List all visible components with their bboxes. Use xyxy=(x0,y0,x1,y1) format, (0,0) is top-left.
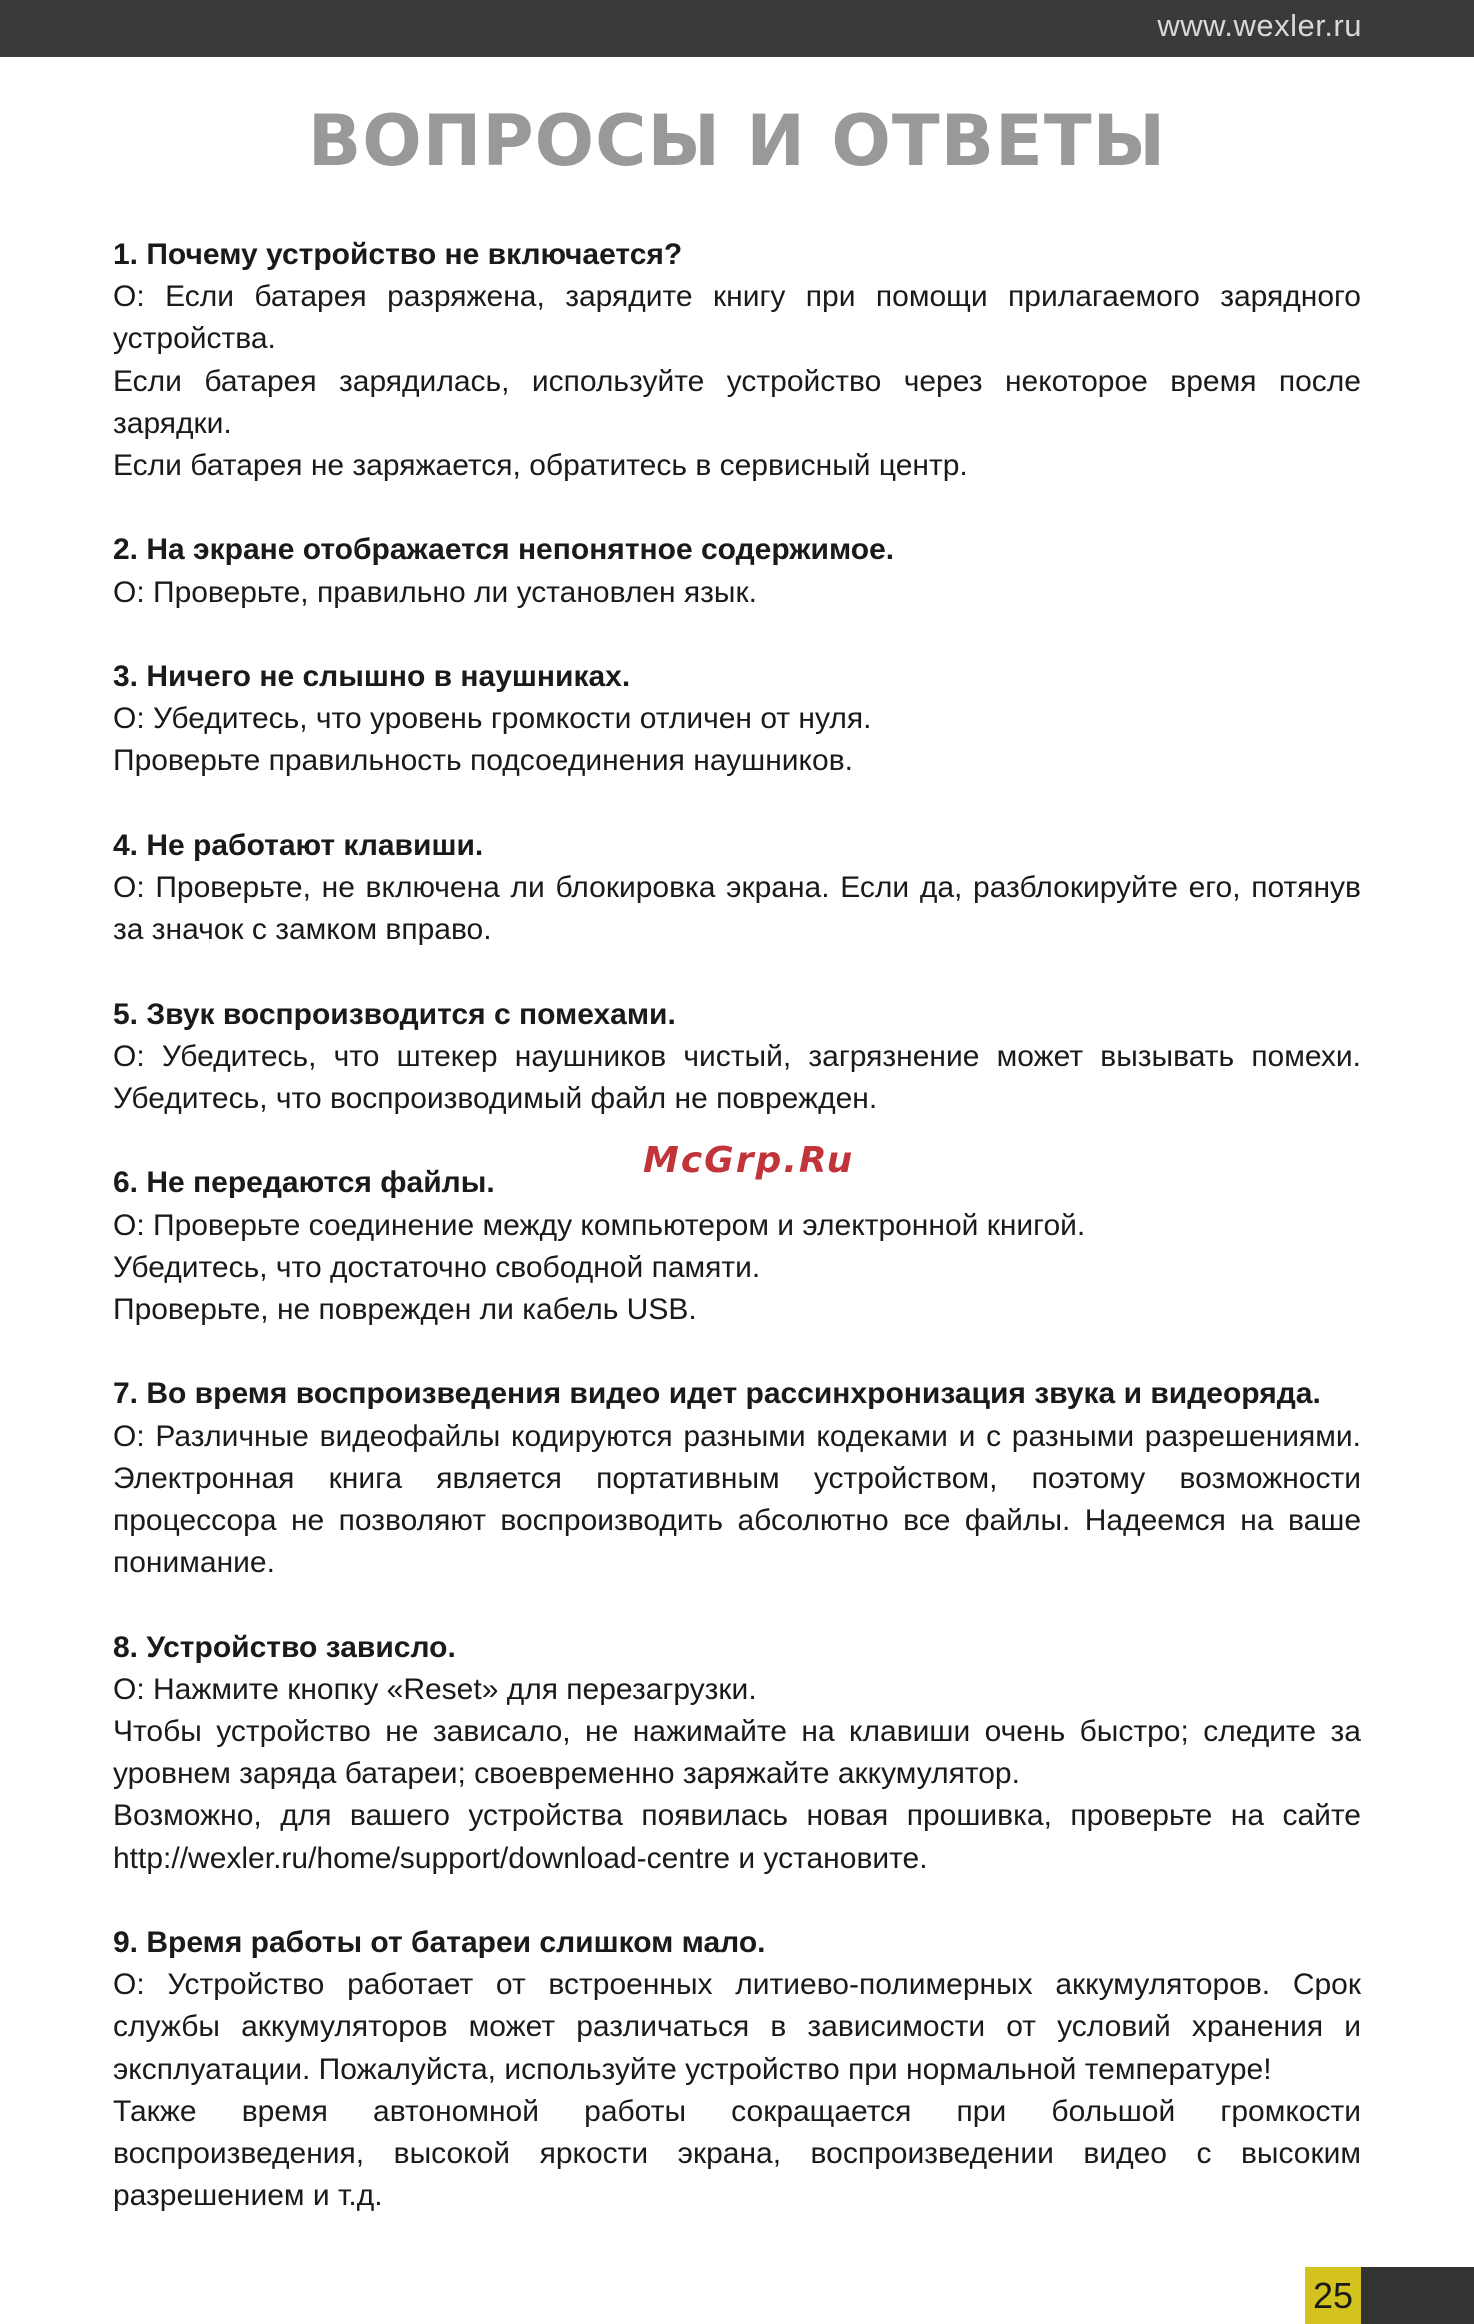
faq-item xyxy=(113,656,1361,783)
faq-answer: Чтобы устройство не зависало, не нажимайте на клавиши очень быстро; следите за уровнем заряда батареи; своевременно заряжайте аккумулятор. xyxy=(113,1715,1361,1791)
faq-answer: О: Убедитесь, что штекер наушников чистый, загрязнение может вызывать помехи. Убедитесь, что воспроизводимый файл не поврежден. xyxy=(113,1039,1361,1115)
faq-item xyxy=(113,1627,1361,1880)
faq-question: 3. Ничего не слышно в наушниках. xyxy=(113,660,631,693)
faq-list xyxy=(113,234,1361,2260)
faq-question: 1. Почему устройство не включается? xyxy=(113,238,683,271)
faq-question: 7. Во время воспроизведения видео идет рассинхронизация звука и видеоряда. xyxy=(113,1377,1321,1411)
faq-question: 4. Не работают клавиши. xyxy=(113,828,484,862)
faq-item xyxy=(113,1922,1361,2217)
faq-question: 6. Не передаются файлы. xyxy=(113,1166,495,1200)
faq-item xyxy=(113,825,1361,952)
faq-item xyxy=(113,234,1361,487)
page-number: 25 xyxy=(1305,2267,1361,2324)
page-title: ВОПРОСЫ И ОТВЕТЫ xyxy=(307,100,1167,182)
faq-item xyxy=(113,1373,1361,1584)
faq-answer: О: Проверьте соединение между компьютером и электронной книгой. xyxy=(113,1208,1086,1242)
faq-answer: Убедитесь, что достаточно свободной памяти. xyxy=(113,1250,761,1284)
faq-item xyxy=(113,529,1361,613)
faq-answer: О: Проверьте, правильно ли установлен язык. xyxy=(113,575,757,609)
faq-answer: О: Устройство работает от встроенных литиево-полимерных аккумуляторов. Срок службы аккумуляторов может различаться в зависимости от условий хранения и эксплуатации. Пожалуйста, используйте устройство при нормальной температуре! xyxy=(113,1968,1361,2086)
faq-answer: Проверьте правильность подсоединения наушников. xyxy=(113,744,853,778)
faq-answer: Если батарея не заряжается, обратитесь в сервисный центр. xyxy=(113,449,968,483)
faq-question: 5. Звук воспроизводится с помехами. xyxy=(113,997,676,1031)
header-bar xyxy=(0,0,1474,57)
faq-answer: О: Если батарея разряжена, зарядите книгу при помощи прилагаемого зарядного устройства. xyxy=(113,280,1361,356)
watermark: McGrp.Ru xyxy=(643,1140,855,1181)
faq-question: 2. На экране отображается непонятное содержимое. xyxy=(113,533,895,567)
faq-answer: О: Различные видеофайлы кодируются разными кодеками и с разными разрешениями. Электронная книга является портативным устройством, поэтому возможности процессора не позволяют воспроизводить абсолютно все файлы. Надеемся на ваше понимание. xyxy=(113,1419,1361,1580)
faq-item xyxy=(113,1162,1361,1331)
faq-answer: О: Проверьте, не включена ли блокировка экрана. Если да, разблокируйте его, потянув за значок с замком вправо. xyxy=(113,871,1361,947)
faq-answer: Возможно, для вашего устройства появилась новая прошивка, проверьте на сайте http://wexler.ru/home/support/download-centre и установите. xyxy=(113,1799,1361,1875)
faq-question: 8. Устройство зависло. xyxy=(113,1630,456,1664)
faq-answer: О: Нажмите кнопку «Reset» для перезагрузки. xyxy=(113,1672,757,1706)
site-url: www.wexler.ru xyxy=(1157,8,1362,43)
faq-answer: Также время автономной работы сокращается при большой громкости воспроизведения, высокой яркости экрана, воспроизведении видео с высоким разрешением и т.д. xyxy=(113,2094,1361,2213)
faq-answer: Проверьте, не поврежден ли кабель USB. xyxy=(113,1293,697,1326)
faq-item xyxy=(113,994,1361,1121)
faq-answer: О: Убедитесь, что уровень громкости отличен от нуля. xyxy=(113,702,872,736)
faq-question: 9. Время работы от батареи слишком мало. xyxy=(113,1926,766,1959)
faq-answer: Если батарея зарядилась, используйте устройство через некоторое время после зарядки. xyxy=(113,364,1361,440)
